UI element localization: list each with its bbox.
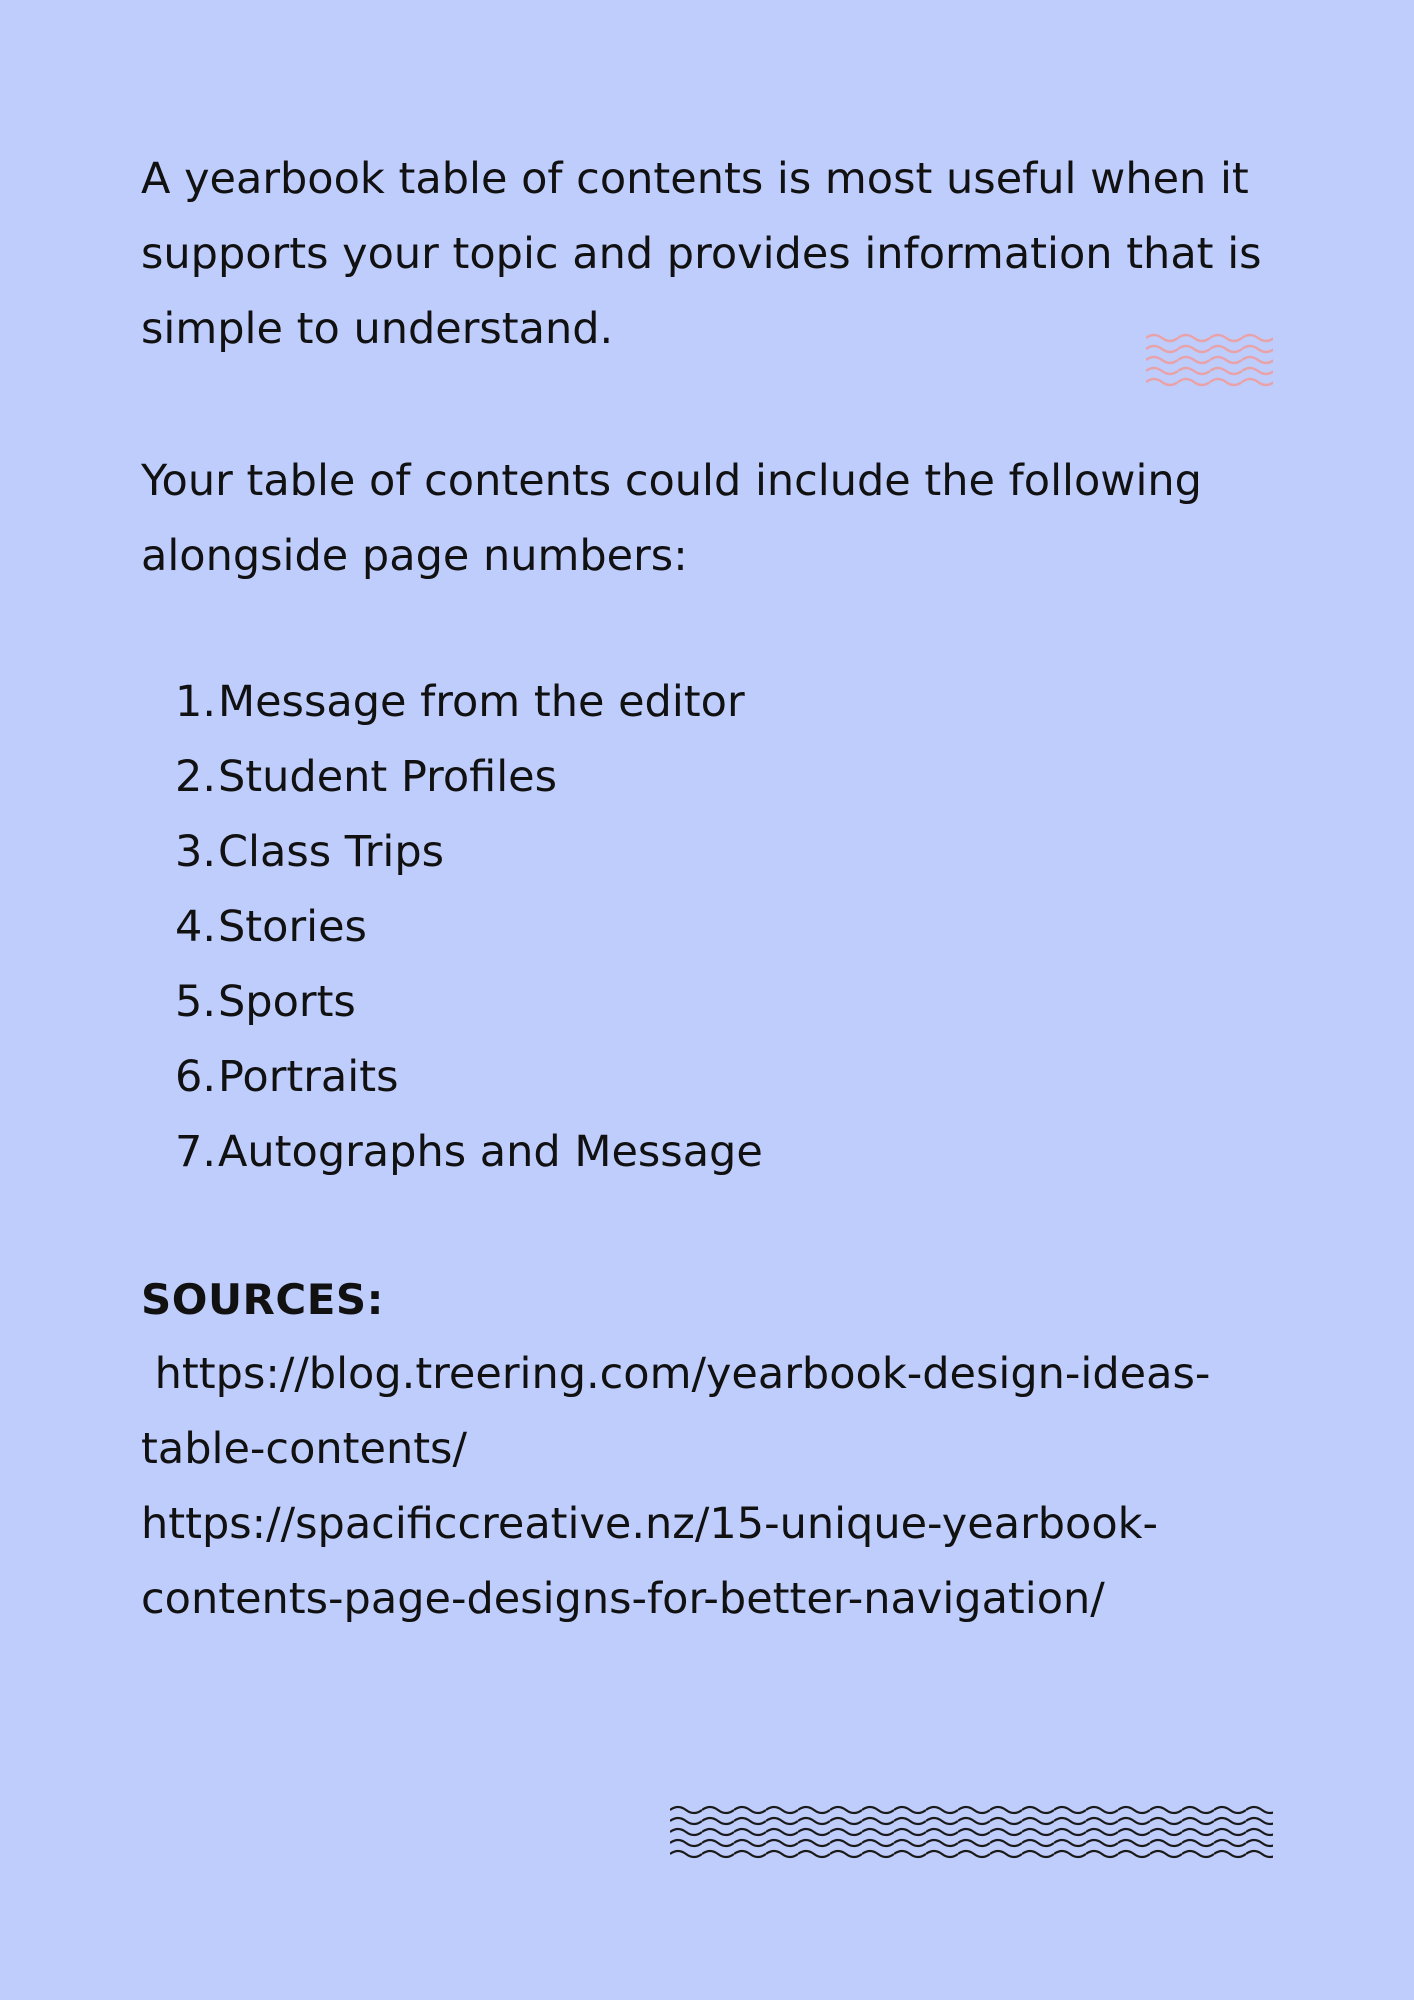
list-item-label: Message from the editor [218,677,745,727]
sources-list [141,1337,1291,1637]
list-item-number: 2. [174,752,216,802]
intro-paragraph: A yearbook table of contents is most useful when it supports your topic and provides information that is simple to understand. [141,154,1262,354]
list-item-number: 4. [174,902,216,952]
list-item-label: Stories [218,902,367,952]
list-item-label: Portraits [218,1052,399,1102]
list-item-number: 7. [174,1127,216,1177]
source-link-treering: https://blog.treering.com/yearbook-design-ideas-table-contents/ [141,1349,1211,1474]
list-item-number: 1. [174,677,216,727]
list-item-label: Sports [218,977,356,1027]
lead-paragraph: Your table of contents could include the following alongside page numbers: [141,456,1202,581]
table-of-contents-list [141,665,763,1190]
wave-lines-icon [670,1805,1273,1859]
sources-heading: SOURCES: [141,1275,384,1324]
list-item [141,965,763,1040]
wave-lines-icon [1146,333,1273,387]
list-item-label: Autographs and Message [218,1127,763,1177]
list-item-number: 6. [174,1052,216,1102]
list-item [141,1115,763,1190]
list-item [141,890,763,965]
list-item-label: Class Trips [218,827,445,877]
list-item [141,1040,763,1115]
list-item-number: 3. [174,827,216,877]
list-item-number: 5. [174,977,216,1027]
list-item-label: Student Profiles [218,752,558,802]
source-link-spacificcreative: https://spacificcreative.nz/15-unique-yearbook-contents-page-designs-for-better-navigation/ [141,1499,1159,1624]
list-item [141,740,763,815]
list-item [141,815,763,890]
list-item [141,665,763,740]
